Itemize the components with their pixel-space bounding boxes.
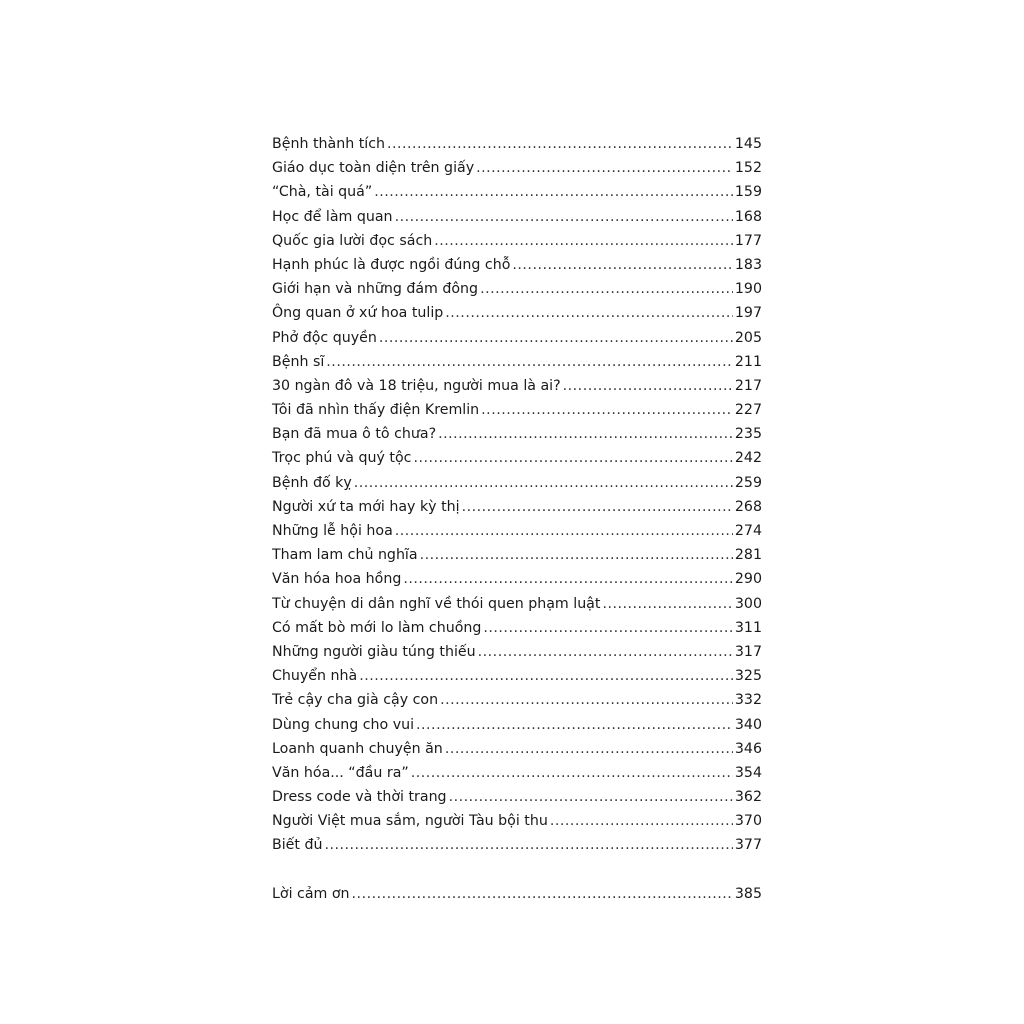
toc-dot-leader [476,156,733,180]
toc-entry-title: Quốc gia lười đọc sách [272,232,433,249]
toc-entry [272,543,762,567]
toc-entry-title: Trẻ cậy cha già cậy con [272,692,439,709]
toc-entry [272,567,762,591]
toc-dot-leader [462,495,733,519]
toc-dot-leader [395,205,733,229]
toc-entry [272,374,762,398]
toc-entry [272,205,762,229]
toc-entry [272,592,762,616]
toc-entry-title: Lời cảm ơn [272,885,350,902]
toc-entry-title: Học để làm quan [272,208,393,225]
toc-entry [272,519,762,543]
toc-entry [272,156,762,180]
toc-entry [272,688,762,712]
toc-entry-title: Có mất bò mới lo làm chuồng [272,619,482,636]
toc-dot-leader [550,809,733,833]
toc-entry [272,713,762,737]
toc-entry-title: 30 ngàn đô và 18 triệu, người mua là ai? [272,377,561,394]
toc-dot-leader [434,229,733,253]
toc-entry [272,833,762,857]
toc-entry-title: Bệnh đố kỵ [272,474,352,491]
toc-dot-leader [438,422,733,446]
toc-entry-title: Ông quan ở xứ hoa tulip [272,305,444,322]
toc-dot-leader [563,374,733,398]
toc-entry-title: Dùng chung cho vui [272,716,415,733]
toc-entry-acknowledgements [272,882,762,906]
toc-entry-title: Loanh quanh chuyện ăn [272,740,443,757]
toc-dot-leader [324,833,732,857]
toc-entry [272,301,762,325]
toc-entry-page: 268 [734,498,762,515]
toc-extra-list [272,882,762,906]
toc-entry-title: Những người giàu túng thiếu [272,643,476,660]
toc-entry-page: 190 [734,281,762,298]
toc-entry [272,785,762,809]
toc-entry-page: 385 [734,885,762,902]
toc-entry-page: 152 [734,160,762,177]
toc-dot-leader [379,326,733,350]
toc-dot-leader [420,543,733,567]
toc-entry-page: 168 [734,208,762,225]
toc-entry [272,132,762,156]
toc-entry-page: 259 [734,474,762,491]
toc-entry-page: 274 [734,523,762,539]
toc-entry-title: Giới hạn và những đám đông [272,281,479,298]
toc-dot-leader [483,616,733,640]
toc-entry-page: 227 [734,402,762,419]
toc-dot-leader [602,592,732,616]
toc-entry [272,664,762,688]
toc-entry-page: 300 [734,595,762,612]
toc-entry-page: 159 [734,184,762,201]
toc-entry [272,398,762,422]
toc-entry-title: Bệnh sĩ [272,353,325,370]
toc-entry [272,737,762,761]
toc-entry-title: Những lễ hội hoa [272,523,393,539]
toc-entry-title: Từ chuyện di dân nghĩ về thói quen phạm luật [272,595,601,612]
toc-dot-leader [480,277,733,301]
toc-entry-page: 177 [734,232,762,249]
toc-entry-title: Giáo dục toàn diện trên giấy [272,160,475,177]
toc-entry-title: Tham lam chủ nghĩa [272,547,418,564]
toc-dot-leader [445,301,733,325]
toc-entry-title: Văn hóa... “đầu ra” [272,764,409,781]
toc-entry-page: 370 [734,813,762,830]
toc-entry-page: 346 [734,740,762,757]
table-of-contents [272,132,762,906]
toc-entry-title: Văn hóa hoa hồng [272,571,402,588]
toc-entry-page: 217 [734,377,762,394]
toc-entry-page: 325 [734,668,762,685]
toc-entry [272,471,762,495]
toc-entry-page: 183 [734,256,762,273]
toc-entry-title: Người xứ ta mới hay kỳ thị [272,498,460,515]
toc-entry [272,180,762,204]
toc-entry [272,422,762,446]
toc-list [272,132,762,858]
toc-entry [272,761,762,785]
toc-entry [272,253,762,277]
toc-entry-page: 197 [734,305,762,322]
toc-entry-page: 311 [734,619,762,636]
toc-entry [272,326,762,350]
toc-dot-leader [478,640,733,664]
toc-dot-leader [352,882,733,906]
toc-entry-page: 332 [734,692,762,709]
toc-entry-page: 211 [734,353,762,370]
toc-dot-leader [403,567,733,591]
toc-dot-leader [359,664,733,688]
toc-entry-page: 340 [734,716,762,733]
toc-entry-title: Phở độc quyền [272,329,377,346]
toc-entry-page: 354 [734,764,762,781]
toc-entry [272,809,762,833]
toc-entry [272,446,762,470]
toc-dot-leader [395,519,733,543]
toc-entry-title: Bệnh thành tích [272,136,385,152]
toc-entry-title: Biết đủ [272,837,323,854]
toc-entry-page: 317 [734,643,762,660]
toc-dot-leader [413,446,732,470]
toc-entry-title: Chuyển nhà [272,668,358,685]
toc-entry-page: 290 [734,571,762,588]
toc-entry [272,495,762,519]
toc-dot-leader [449,785,733,809]
toc-dot-leader [374,180,733,204]
toc-entry-title: Trọc phú và quý tộc [272,450,412,467]
toc-dot-leader [440,688,733,712]
toc-entry-page: 205 [734,329,762,346]
toc-entry-title: “Chà, tài quá” [272,184,373,201]
toc-entry-page: 281 [734,547,762,564]
toc-entry-title: Người Việt mua sắm, người Tàu bội thu [272,813,548,830]
toc-entry-page: 377 [734,837,762,854]
toc-entry-title: Hạnh phúc là được ngồi đúng chỗ [272,256,511,273]
toc-dot-leader [416,713,733,737]
toc-dot-leader [411,761,733,785]
toc-dot-leader [445,737,733,761]
toc-dot-leader [387,132,733,156]
toc-entry-page: 145 [734,136,762,152]
toc-entry-page: 242 [734,450,762,467]
toc-entry [272,616,762,640]
toc-entry-page: 235 [734,426,762,443]
toc-entry [272,640,762,664]
toc-entry-title: Bạn đã mua ô tô chưa? [272,426,437,443]
toc-dot-leader [481,398,733,422]
toc-entry [272,229,762,253]
toc-dot-leader [512,253,733,277]
toc-entry-title: Tôi đã nhìn thấy điện Kremlin [272,402,480,419]
toc-entry-title: Dress code và thời trang [272,789,447,806]
toc-entry-page: 362 [734,789,762,806]
toc-dot-leader [326,350,733,374]
toc-entry [272,277,762,301]
toc-entry [272,350,762,374]
toc-dot-leader [354,471,733,495]
